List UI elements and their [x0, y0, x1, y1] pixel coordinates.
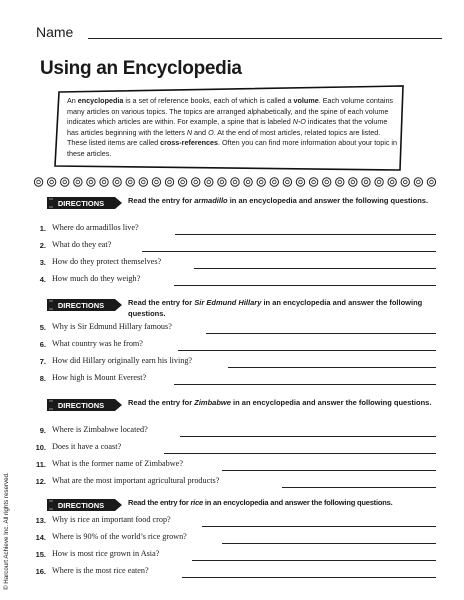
- question-text: Where is the most rice eaten?: [52, 566, 149, 575]
- definition-part: . Often you can find more information about your topic in these articles.: [67, 138, 398, 158]
- question-row: [32, 339, 436, 353]
- spiral-ring-icon: [61, 178, 69, 186]
- spiral-ring-icon: [309, 178, 317, 186]
- directions-block: [45, 196, 429, 222]
- question-text: Where do armadillos live?: [52, 223, 139, 232]
- question-number: 10.: [35, 443, 46, 452]
- question-text: Why is Sir Edmund Hillary famous?: [52, 322, 172, 331]
- spiral-ring-icon: [47, 178, 55, 186]
- directions-text: [128, 298, 433, 319]
- answer-line[interactable]: [222, 470, 436, 471]
- directions-badge: [45, 298, 123, 312]
- spiral-ring-icon: [322, 178, 330, 186]
- spiral-ring-icon: [283, 178, 291, 186]
- question-row: [32, 223, 436, 237]
- example-spine-label: N-O: [292, 117, 306, 127]
- definition-box: [53, 84, 410, 172]
- question-text: How did Hillary originally earn his living?: [52, 356, 193, 365]
- question-number: 12.: [35, 477, 46, 486]
- question-text: How is most rice grown in Asia?: [52, 549, 160, 558]
- spiral-ring-icon: [388, 178, 396, 186]
- question-row: [32, 459, 436, 473]
- question-row: [32, 442, 436, 456]
- spiral-ring-icon: [349, 178, 357, 186]
- spiral-ring-icon: [244, 178, 252, 186]
- definition-part: and: [192, 127, 209, 137]
- definition-text: [67, 96, 399, 160]
- directions-badge-label: DIRECTIONS: [57, 501, 105, 510]
- answer-line[interactable]: [282, 487, 436, 488]
- definition-part: indicates that the volume has articles beginning with the letters: [67, 117, 388, 137]
- question-row: [32, 549, 436, 563]
- directions-part: in an encyclopedia and answer the following questions.: [227, 196, 429, 205]
- question-text: Where is Zimbabwe located?: [52, 425, 148, 434]
- directions-text: [128, 398, 433, 409]
- question-number: 15.: [35, 550, 46, 559]
- question-text: What do they eat?: [52, 240, 112, 249]
- definition-part: is a set of reference books, each of which is called a: [123, 96, 294, 105]
- answer-line[interactable]: [194, 268, 436, 269]
- question-text: Does it have a coast?: [52, 442, 122, 451]
- answer-line[interactable]: [174, 285, 436, 286]
- question-row: [32, 356, 436, 370]
- question-text: What is the former name of Zimbabwe?: [52, 459, 183, 468]
- question-row: [32, 566, 436, 580]
- spiral-ring-icon: [375, 178, 383, 186]
- question-row: [32, 274, 436, 288]
- answer-line[interactable]: [222, 543, 436, 544]
- directions-topic: armadillo: [194, 196, 228, 205]
- question-row: [32, 322, 436, 336]
- example-letter-o: O: [208, 127, 214, 137]
- question-number: 2.: [39, 241, 46, 250]
- directions-part: in an encyclopedia and answer the following questions.: [230, 398, 432, 407]
- directions-part: Read the entry for: [128, 398, 195, 407]
- spiral-ring-icon: [178, 178, 186, 186]
- question-number: 7.: [39, 357, 46, 366]
- spiral-ring-icon: [34, 178, 42, 186]
- question-row: [32, 240, 436, 254]
- spiral-ring-icon: [296, 178, 304, 186]
- question-number: 1.: [39, 224, 46, 233]
- question-row: [32, 425, 436, 439]
- question-text: What are the most important agricultural products?: [52, 476, 220, 485]
- question-text: What country was he from?: [52, 339, 143, 348]
- name-label: Name: [36, 24, 74, 40]
- spiral-ring-icon: [205, 178, 213, 186]
- directions-part: Read the entry for: [128, 498, 191, 507]
- directions-block: [45, 398, 432, 424]
- directions-text: [128, 498, 438, 509]
- question-text: How much do they weigh?: [52, 274, 141, 283]
- question-row: [32, 515, 436, 529]
- term-cross-references: cross-references: [160, 138, 219, 148]
- directions-badge: [45, 196, 123, 210]
- spiral-ring-icon: [100, 178, 108, 186]
- directions-part: Read the entry for: [128, 298, 195, 307]
- spiral-ring-icon: [414, 178, 422, 186]
- answer-line[interactable]: [142, 251, 436, 252]
- directions-topic: Zimbabwe: [194, 398, 231, 407]
- spiral-ring-icon: [362, 178, 370, 186]
- question-number: 8.: [39, 374, 46, 383]
- definition-part: An: [67, 96, 78, 105]
- name-row: [36, 24, 416, 42]
- directions-badge: [45, 398, 123, 412]
- question-number: 4.: [39, 275, 46, 284]
- term-encyclopedia: encyclopedia: [77, 96, 124, 105]
- spiral-ring-icon: [336, 178, 344, 186]
- answer-line[interactable]: [174, 384, 436, 385]
- answer-line[interactable]: [202, 526, 436, 527]
- question-text: How do they protect themselves?: [52, 257, 162, 266]
- spiral-ring-icon: [270, 178, 278, 186]
- name-write-line[interactable]: [88, 38, 442, 39]
- question-text: Why is rice an important food crop?: [52, 515, 171, 524]
- question-number: 13.: [35, 516, 46, 525]
- spiral-ring-icon: [165, 178, 173, 186]
- spiral-ring-icon: [126, 178, 134, 186]
- directions-badge-label: DIRECTIONS: [57, 401, 105, 410]
- answer-line[interactable]: [192, 560, 436, 561]
- spiral-ring-icon: [218, 178, 226, 186]
- question-number: 16.: [35, 567, 46, 576]
- question-row: [32, 476, 436, 490]
- question-number: 6.: [39, 340, 46, 349]
- directions-part: in an encyclopedia and answer the following questions.: [128, 298, 423, 318]
- question-number: 14.: [35, 533, 46, 542]
- spiral-ring-icon: [74, 178, 82, 186]
- directions-topic: rice: [190, 498, 204, 507]
- spiral-binding-row: [32, 176, 438, 188]
- question-row: [32, 373, 436, 387]
- spiral-ring-icon: [427, 178, 435, 186]
- spiral-ring-icon: [87, 178, 95, 186]
- definition-part: . At the end of most articles, related topics are listed. These listed items are called: [67, 127, 381, 148]
- spiral-ring-icon: [192, 178, 200, 186]
- answer-line[interactable]: [180, 436, 436, 437]
- directions-badge: [45, 498, 123, 512]
- copyright-notice: © Harcourt Achieve Inc. All rights reserved.: [3, 472, 10, 590]
- page-title: Using an Encyclopedia: [40, 58, 242, 79]
- answer-line[interactable]: [182, 577, 436, 578]
- spiral-ring-icon: [139, 178, 147, 186]
- spiral-ring-icon: [152, 178, 160, 186]
- directions-block: [45, 298, 425, 324]
- term-volume: volume: [293, 96, 319, 105]
- answer-line[interactable]: [206, 333, 436, 334]
- question-text: How high is Mount Everest?: [52, 373, 147, 382]
- spiral-ring-icon: [231, 178, 239, 186]
- question-number: 11.: [35, 460, 46, 469]
- directions-part: in an encyclopedia and answer the following questions.: [203, 498, 393, 507]
- question-number: 3.: [39, 258, 46, 267]
- answer-line[interactable]: [178, 350, 436, 351]
- question-text: Where is 90% of the world’s rice grown?: [52, 532, 187, 541]
- directions-text: [128, 196, 433, 207]
- example-letter-n: N: [186, 127, 193, 137]
- definition-part: . Each volume contains many articles on various topics. The topics are arranged alphabetically, and the spine of each volume indicates which articles are within. For example, a spine that is labeled: [67, 96, 394, 127]
- answer-line[interactable]: [228, 367, 436, 368]
- question-row: [32, 532, 436, 546]
- directions-badge-label: DIRECTIONS: [57, 301, 105, 310]
- spiral-ring-icon: [257, 178, 265, 186]
- question-number: 9.: [39, 426, 46, 435]
- directions-badge-label: DIRECTIONS: [57, 199, 105, 208]
- question-number: 5.: [39, 323, 46, 332]
- directions-part: Read the entry for: [128, 196, 195, 205]
- directions-topic: Sir Edmund Hillary: [194, 298, 262, 307]
- question-row: [32, 257, 436, 271]
- answer-line[interactable]: [175, 234, 436, 235]
- spiral-ring-icon: [401, 178, 409, 186]
- spiral-ring-icon: [113, 178, 121, 186]
- answer-line[interactable]: [164, 453, 436, 454]
